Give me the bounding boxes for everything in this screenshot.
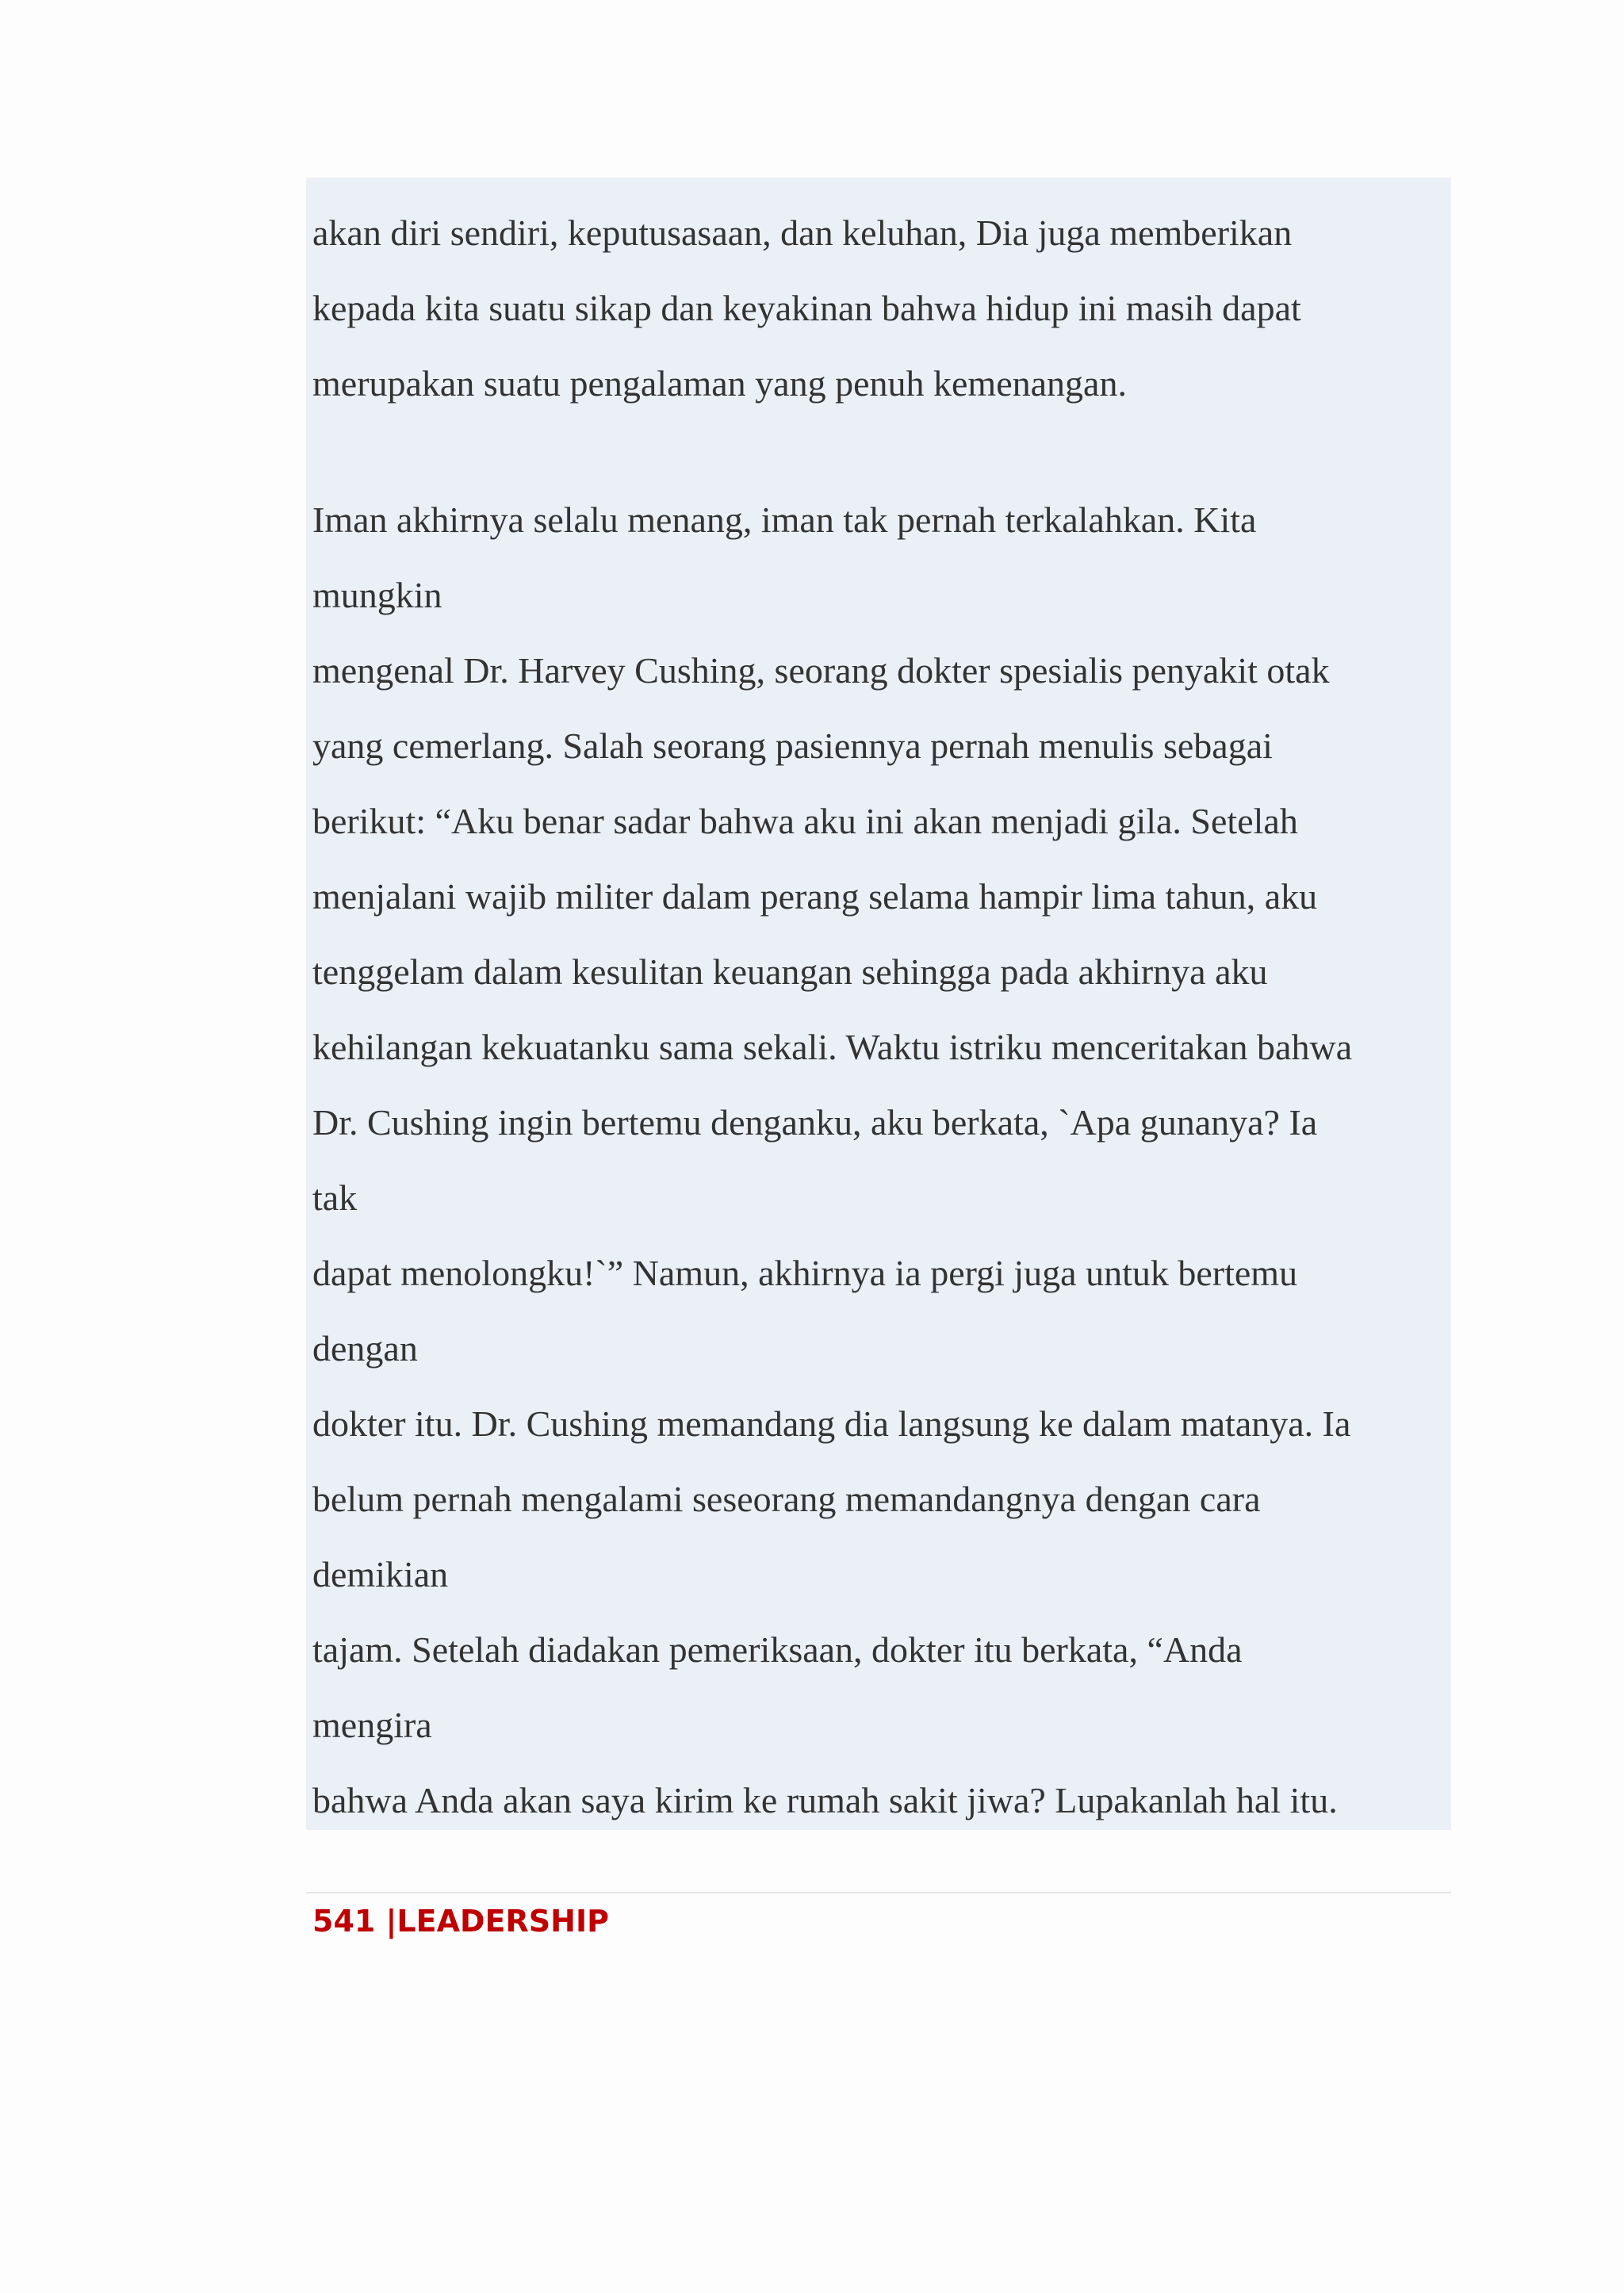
text-line: demikian	[312, 1554, 449, 1594]
text-line: yang cemerlang. Salah seorang pasiennya pernah menulis sebagai	[312, 725, 1273, 766]
text-line: mengira	[312, 1705, 432, 1745]
text-line: bahwa Anda akan saya kirim ke rumah sakit jiwa? Lupakanlah hal itu.	[312, 1780, 1338, 1820]
text-line: akan diri sendiri, keputusasaan, dan keluhan, Dia juga memberikan	[312, 212, 1293, 253]
text-line: tenggelam dalam kesulitan keuangan sehingga pada akhirnya aku	[312, 951, 1268, 992]
text-line: kehilangan kekuatanku sama sekali. Waktu istriku menceritakan bahwa	[312, 1027, 1353, 1067]
text-line: mengenal Dr. Harvey Cushing, seorang dokter spesialis penyakit otak	[312, 650, 1330, 691]
page-footer-label: 541 |LEADERSHIP	[312, 1904, 609, 1939]
text-line: belum pernah mengalami seseorang memandangnya dengan cara	[312, 1479, 1261, 1519]
text-line: tajam. Setelah diadakan pemeriksaan, dokter itu berkata, “Anda	[312, 1629, 1243, 1670]
text-line: dokter itu. Dr. Cushing memandang dia langsung ke dalam matanya. Ia	[312, 1403, 1351, 1444]
text-line: kepada kita suatu sikap dan keyakinan bahwa hidup ini masih dapat	[312, 288, 1301, 328]
text-line: tak	[312, 1177, 358, 1218]
text-line: dapat menolongku!`” Namun, akhirnya ia pergi juga untuk bertemu	[312, 1253, 1298, 1293]
text-line: berikut: “Aku benar sadar bahwa aku ini akan menjadi gila. Setelah	[312, 801, 1298, 841]
highlighted-text-block	[306, 178, 1451, 1830]
text-line: merupakan suatu pengalaman yang penuh kemenangan.	[312, 363, 1127, 404]
text-line: mungkin	[312, 575, 442, 615]
text-line: menjalani wajib militer dalam perang selama hampir lima tahun, aku	[312, 876, 1318, 917]
footer-divider	[306, 1892, 1451, 1893]
text-line: Iman akhirnya selalu menang, iman tak pernah terkalahkan. Kita	[312, 500, 1257, 540]
text-line: Dr. Cushing ingin bertemu denganku, aku berkata, `Apa gunanya? Ia	[312, 1102, 1318, 1143]
text-line: dengan	[312, 1328, 418, 1369]
